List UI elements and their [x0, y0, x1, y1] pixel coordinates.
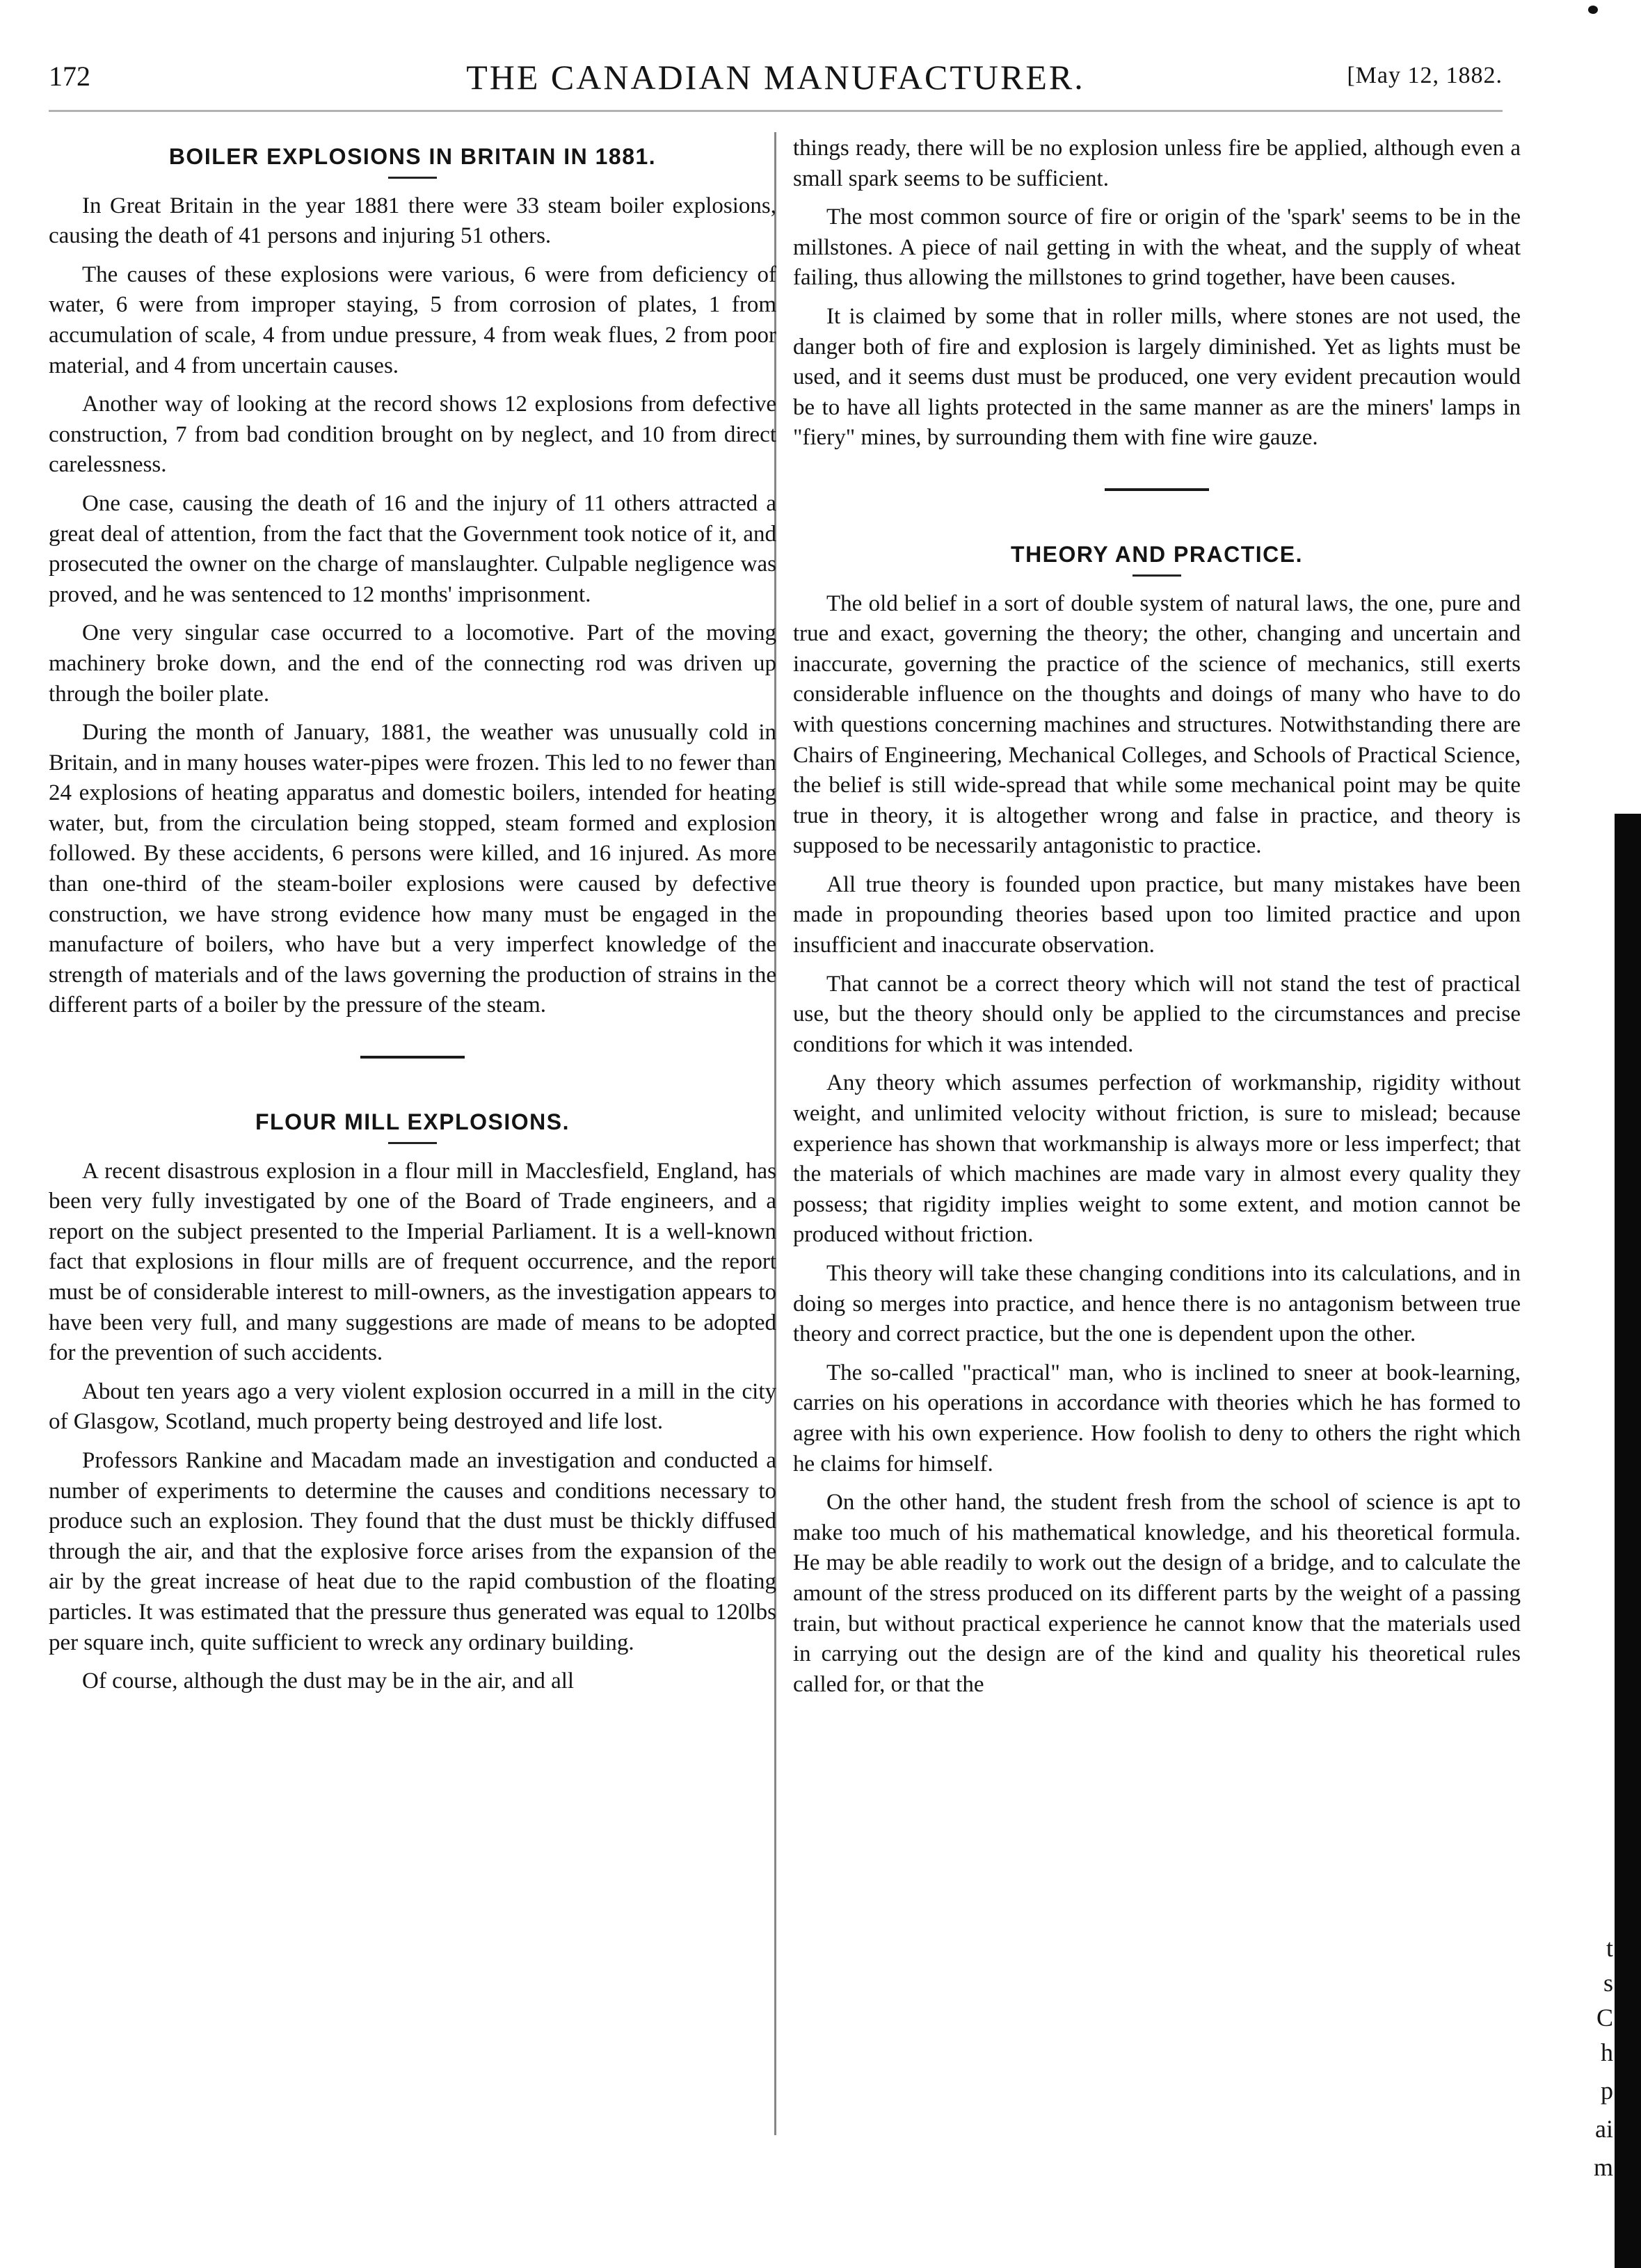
edge-text-fragment: h [1601, 2038, 1613, 2066]
article-paragraph: A recent disastrous explosion in a flour mill in Macclesfield, England, has been very fully investigated by one of the Board of Trade engineers, and a report on the subject presented to the Imperial Parliament. It is a well-known fact that explosions in flour mills are of frequent occurrence, and the report must be of considerable interest to mill-owners, as the investigation appears to have been very full, and many suggestions are made of means to be adopted for the prevention of such accidents. [49, 1158, 776, 1366]
article-paragraph: About ten years ago a very violent explosion occurred in a mill in the city of Glasgow, Scotland, much property being destroyed and life lost. [49, 1378, 776, 1435]
article-paragraph-continued: things ready, there will be no explosion unless fire be applied, although even a small spark seems to be sufficient. [793, 136, 1521, 191]
article-paragraph: In Great Britain in the year 1881 there were 33 steam boiler explosions, causing the death of 41 persons and injuring 51 others. [49, 193, 776, 249]
page-header [49, 60, 1503, 102]
article-title-theory-and-practice: THEORY AND PRACTICE. [1011, 541, 1303, 567]
article-paragraph: One very singular case occurred to a locomotive. Part of the moving machinery broke down, and the end of the connecting rod was driven up through the boiler plate. [49, 620, 776, 707]
header-rule [49, 110, 1503, 112]
article-title-boiler-explosions: BOILER EXPLOSIONS IN BRITAIN IN 1881. [168, 144, 657, 169]
article-separator [1105, 488, 1209, 491]
page-edge-shadow [1615, 814, 1641, 2268]
article-paragraph: On the other hand, the student fresh from the school of science is apt to make too much of his mathematical knowledge, and his theoretical formula. He may be able readily to work out the design of a bridge, and to calculate the amount of the stress produced on its different parts by the weight of a passing train, but without practical experience he cannot know that the materials used in carrying out the design are of the kind and quality his theoretical rules called for, or that the [793, 1490, 1521, 1697]
edge-text-fragment: C [1596, 2004, 1613, 2032]
edge-text-fragment: s [1603, 1969, 1613, 1997]
article-paragraph: This theory will take these changing conditions into its calculations, and in doing so merges into practice, and hence there is no antagonism between true theory and correct practice, but the one is dependent upon the other. [793, 1261, 1521, 1347]
edge-text-fragment: p [1601, 2077, 1613, 2105]
article-paragraph: Of course, although the dust may be in the air, and all [82, 1668, 575, 1694]
article-paragraph: The old belief in a sort of double system of natural laws, the one, pure and true and exact, governing the theory; the other, changing and uncertain and inaccurate, governing the practice of the science of mechanics, still exerts considerable influence on the thoughts and doings of many who have to do with questions concerning machines and structures. Notwithstanding there are Chairs of Engineering, Mechanical Colleges, and Schools of Practical Science, the belief is still wide-spread that while some mechanical point may be quite true in theory, it is altogether wrong and false in practice, and theory is supposed to be necessarily antagonistic to practice. [793, 590, 1521, 859]
title-dash [388, 1142, 437, 1144]
edge-text-fragment: m [1593, 2153, 1613, 2181]
article-paragraph: Any theory which assumes perfection of workmanship, rigidity without weight, and unlimited velocity without friction, is sure to mislead; because experience has shown that workmanship is always more or less imperfect; that the materials of which machines are made vary in almost every quality they possess; that rigidity implies weight to some extent, and motion cannot be produced without friction. [793, 1070, 1521, 1248]
article-paragraph: It is claimed by some that in roller mills, where stones are not used, the danger both of fire and explosion is largely diminished. Yet as lights must be used, and it seems dust must be produced, one very evident precaution would be to have all lights protected in the same manner as are the miners' lamps in "fiery" mines, by surrounding them with fine wire gauze. [793, 303, 1521, 451]
page-number: 172 [49, 61, 90, 92]
article-paragraph: During the month of January, 1881, the weather was unusually cold in Britain, and in many houses water-pipes were frozen. This led to no fewer than 24 explosions of heating apparatus and domestic boilers, intended for heating water, but, from the circulation being stopped, steam formed and explosion followed. By these accidents, 6 persons were killed, and 16 injured. As more than one-third of the steam-boiler explosions were caused by defective construction, we have strong evidence how many must be engaged in the manufacture of boilers, who have but a very imperfect knowledge of the strength of materials and of the laws governing the production of strains in the different parts of a boiler by the pressure of the steam. [49, 720, 776, 1018]
ink-speck [1588, 6, 1598, 14]
edge-text-fragment: ai [1595, 2115, 1613, 2143]
article-paragraph: One case, causing the death of 16 and the injury of 11 others attracted a great deal of attention, from the fact that the Government took notice of it, and prosecuted the owner on the charge of manslaughter. Culpable negligence was proved, and he was sentenced to 12 months' imprisonment. [49, 490, 776, 607]
article-paragraph: All true theory is founded upon practice, but many mistakes have been made in propounding theories based upon too limited practice and upon insufficient and inaccurate observation. [793, 871, 1521, 958]
article-paragraph: The most common source of fire or origin of the 'spark' seems to be in the millstones. A piece of nail getting in with the wheat, and the supply of wheat failing, thus allowing the millstones to grind together, have been causes. [793, 204, 1521, 291]
title-dash [388, 177, 437, 179]
article-paragraph: Professors Rankine and Macadam made an investigation and conducted a number of experiments to determine the causes and conditions necessary to produce such an explosion. They found that the dust must be thickly diffused through the air, and that the explosive force arises from the expansion of the air by the great increase of heat due to the rapid combustion of the floating particles. It was estimated that the pressure thus generated was equal to 120lbs per square inch, quite sufficient to wreck any ordinary building. [49, 1447, 776, 1655]
article-paragraph: That cannot be a correct theory which will not stand the test of practical use, but the theory should only be applied to the circumstances and precise conditions for which it was intended. [793, 971, 1521, 1057]
right-column [793, 134, 1521, 1708]
article-paragraph: The causes of these explosions were various, 6 were from deficiency of water, 6 were from improper staying, 5 from corrosion of plates, 1 from accumulation of scale, 4 from undue pressure, 4 from weak flues, 2 from poor material, and 4 from uncertain causes. [49, 262, 776, 378]
title-dash [1132, 574, 1181, 577]
left-column [49, 132, 776, 1705]
article-separator [360, 1056, 465, 1059]
article-paragraph: Another way of looking at the record shows 12 explosions from defective construction, 7 from bad condition brought on by neglect, and 10 from direct carelessness. [49, 392, 776, 478]
publication-title: THE CANADIAN MANUFACTURER. [466, 58, 1085, 97]
edge-text-fragment: t [1606, 1934, 1613, 1962]
issue-date: [May 12, 1882. [1347, 63, 1503, 88]
article-paragraph: The so-called "practical" man, who is inclined to sneer at book-learning, carries on his operations in accordance with theories which he has formed to agree with his own experience. How foolish to deny to others the right which he claims for himself. [793, 1360, 1521, 1477]
article-title-flour-mill-explosions: FLOUR MILL EXPLOSIONS. [255, 1109, 570, 1135]
